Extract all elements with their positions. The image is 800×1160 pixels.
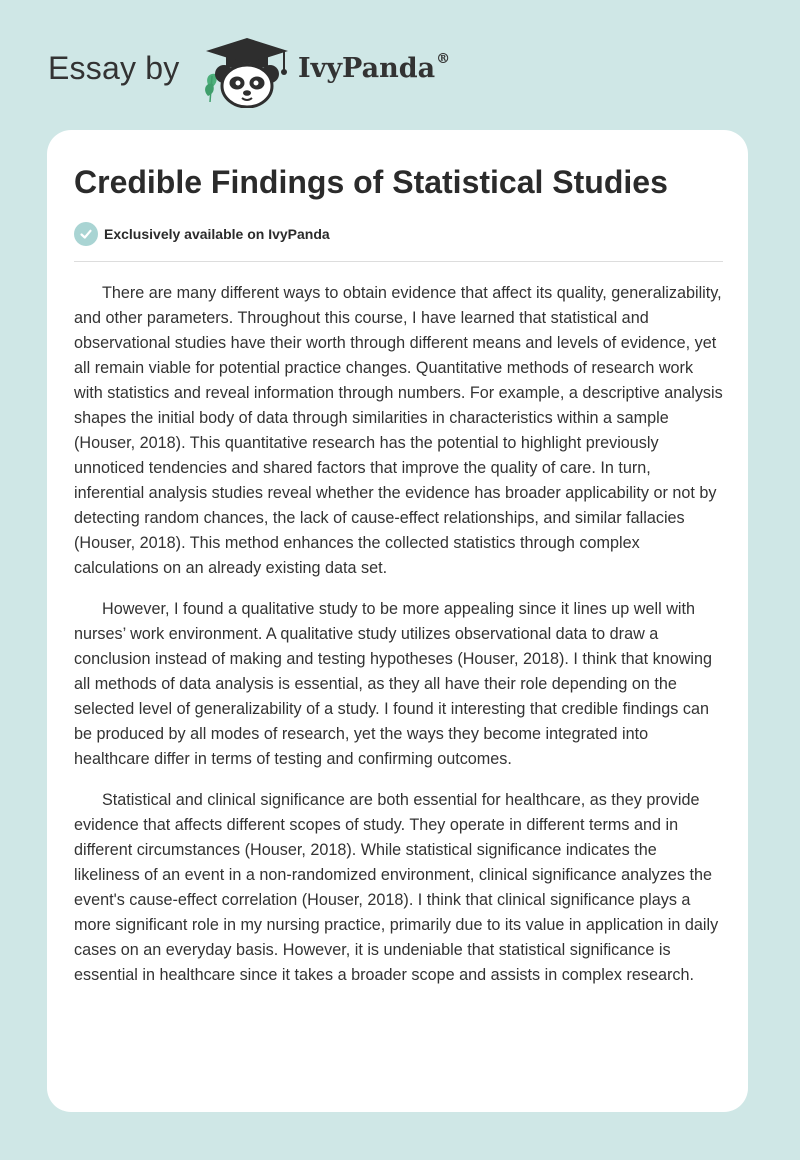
paragraph: Statistical and clinical significance are both essential for healthcare, as they provide evidence that affects different scopes of study. They operate in different terms and in different circumstances (Houser, 2018). While statistical significance indicates the likeliness of an event in a non-randomized environment, clinical significance analyzes the event's cause-effect correlation (Houser, 2018). I think that clinical significance plays a more significant role in my nursing practice, primarily due to its value in application in daily cases on an everyday basis. However, it is undeniable that statistical significance is essential in healthcare since it takes a broader scope and assists in complex research.	[74, 791, 719, 984]
exclusive-badge	[74, 222, 330, 246]
panda-graduation-cap-icon[interactable]	[200, 36, 294, 108]
essay-body	[74, 281, 725, 1004]
brand-name[interactable]	[298, 53, 450, 84]
site-header	[0, 0, 800, 125]
check-icon	[74, 222, 98, 246]
paragraph: However, I found a qualitative study to be more appealing since it lines up well with nurses’ work environment. A qualitative study utilizes observational data to draw a conclusion instead of making and testing hypotheses (Houser, 2018). I think that knowing all methods of data analysis is essential, as they all have their role depending on the selected level of generalizability of a study. I found it interesting that credible findings can be produced by all modes of research, yet the ways they become integrated into healthcare differ in terms of testing and confirming outcomes.	[74, 600, 712, 768]
divider	[74, 261, 723, 262]
brand-label: IvyPanda	[298, 53, 436, 84]
paragraph: There are many different ways to obtain evidence that affect its quality, generalizability, and other parameters. Throughout this course, I have learned that statistical and observational studies have their worth through different means and levels of evidence, yet all remain viable for potential practice changes. Quantitative methods of research work with statistics and reveal information through numbers. For example, a descriptive analysis shapes the initial body of data through similarities in characteristics within a sample (Houser, 2018). This quantitative research has the potential to highlight previously unnoticed tendencies and shared factors that improve the quality of care. In turn, inferential analysis studies reveal whether the evidence has broader applicability or not by detecting random chances, the lack of cause-effect relationships, and similar fallacies (Houser, 2018). This method enhances the collected statistics through complex calculations on an already existing data set.	[74, 284, 723, 577]
essay-card	[47, 130, 748, 1112]
essay-by-label: Essay by	[48, 50, 180, 86]
registered-mark: ®	[436, 51, 451, 67]
exclusive-label: Exclusively available on IvyPanda	[104, 226, 330, 242]
page-title: Credible Findings of Statistical Studies	[74, 164, 668, 200]
